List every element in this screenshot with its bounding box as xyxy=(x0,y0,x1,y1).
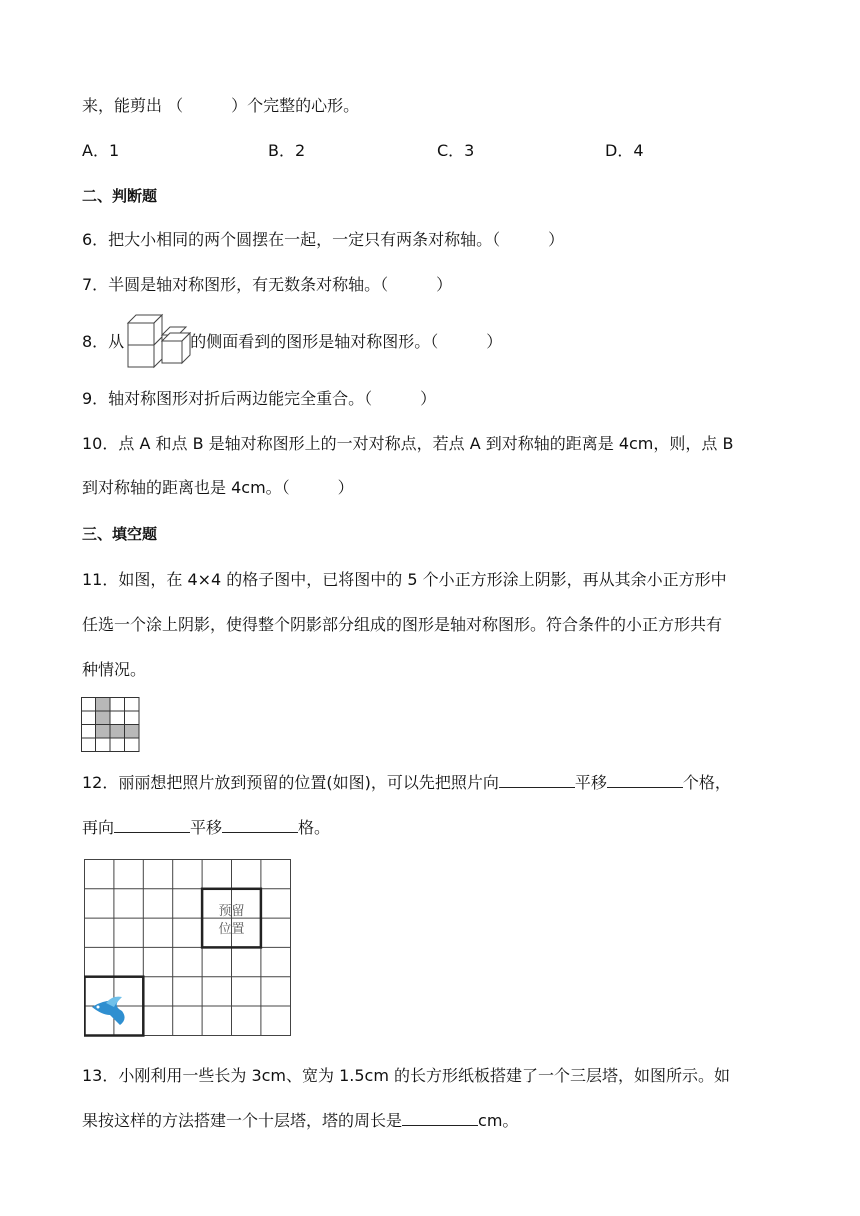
q13-blank[interactable] xyxy=(402,1109,478,1126)
q12-grid-figure xyxy=(84,859,294,1039)
q12-blank-1[interactable] xyxy=(499,771,575,788)
section-fill-heading: 三、填空题 xyxy=(82,525,158,543)
reserved-label-line1: 预留 xyxy=(218,903,245,918)
q12-blank-2[interactable] xyxy=(607,771,683,788)
q12-blank-4[interactable] xyxy=(222,816,298,833)
question-12-line1: 12．丽丽想把照片放到预留的位置(如图)，可以先把照片向 平移 个格， xyxy=(82,773,731,792)
cube-stack-figure xyxy=(126,313,194,369)
bird-photo-icon xyxy=(92,997,125,1025)
q11-grid-figure xyxy=(81,697,140,752)
question-10-line1: 10．点 A 和点 B 是轴对称图形上的一对对称点，若点 A 到对称轴的距离是 4cm，则，点 B xyxy=(82,434,734,453)
question-11-line3: 种情况。 xyxy=(82,660,147,679)
question-12-line2: 再向 平移 格。 xyxy=(82,818,331,837)
q5-options xyxy=(82,139,782,163)
q5-continuation: 来，能剪出 （ ）个完整的心形。 xyxy=(82,96,360,115)
question-9: 9．轴对称图形对折后两边能完全重合。（ ） xyxy=(82,389,437,408)
question-13-line2: 果按这样的方法搭建一个十层塔，塔的周长是 cm。 xyxy=(82,1111,519,1130)
q12-blank-3[interactable] xyxy=(114,816,190,833)
q5-option-b[interactable]: B．2 xyxy=(268,141,306,160)
q8-suffix: 的侧面看到的图形是轴对称图形。（ ） xyxy=(190,332,503,351)
question-6: 6．把大小相同的两个圆摆在一起，一定只有两条对称轴。（ ） xyxy=(82,230,565,249)
q5-option-d[interactable]: D．4 xyxy=(605,141,644,160)
question-11-line1: 11．如图，在 4×4 的格子图中，已将图中的 5 个小正方形涂上阴影，再从其余小正方形中 xyxy=(82,570,727,589)
question-11-line2: 任选一个涂上阴影，使得整个阴影部分组成的图形是轴对称图形。符合条件的小正方形共有 xyxy=(82,615,723,634)
question-10-line2: 到对称轴的距离也是 4cm。（ ） xyxy=(82,478,354,497)
reserved-label-line2: 位置 xyxy=(218,921,245,936)
section-judgment-heading: 二、判断题 xyxy=(82,187,158,205)
question-13-line1: 13．小刚利用一些长为 3cm、宽为 1.5cm 的长方形纸板搭建了一个三层塔，如图所示。如 xyxy=(82,1066,731,1085)
q8-prefix: 8．从 xyxy=(82,332,125,351)
q5-option-a[interactable]: A．1 xyxy=(82,141,120,160)
question-7: 7．半圆是轴对称图形，有无数条对称轴。（ ） xyxy=(82,275,453,294)
q5-option-c[interactable]: C．3 xyxy=(437,141,475,160)
